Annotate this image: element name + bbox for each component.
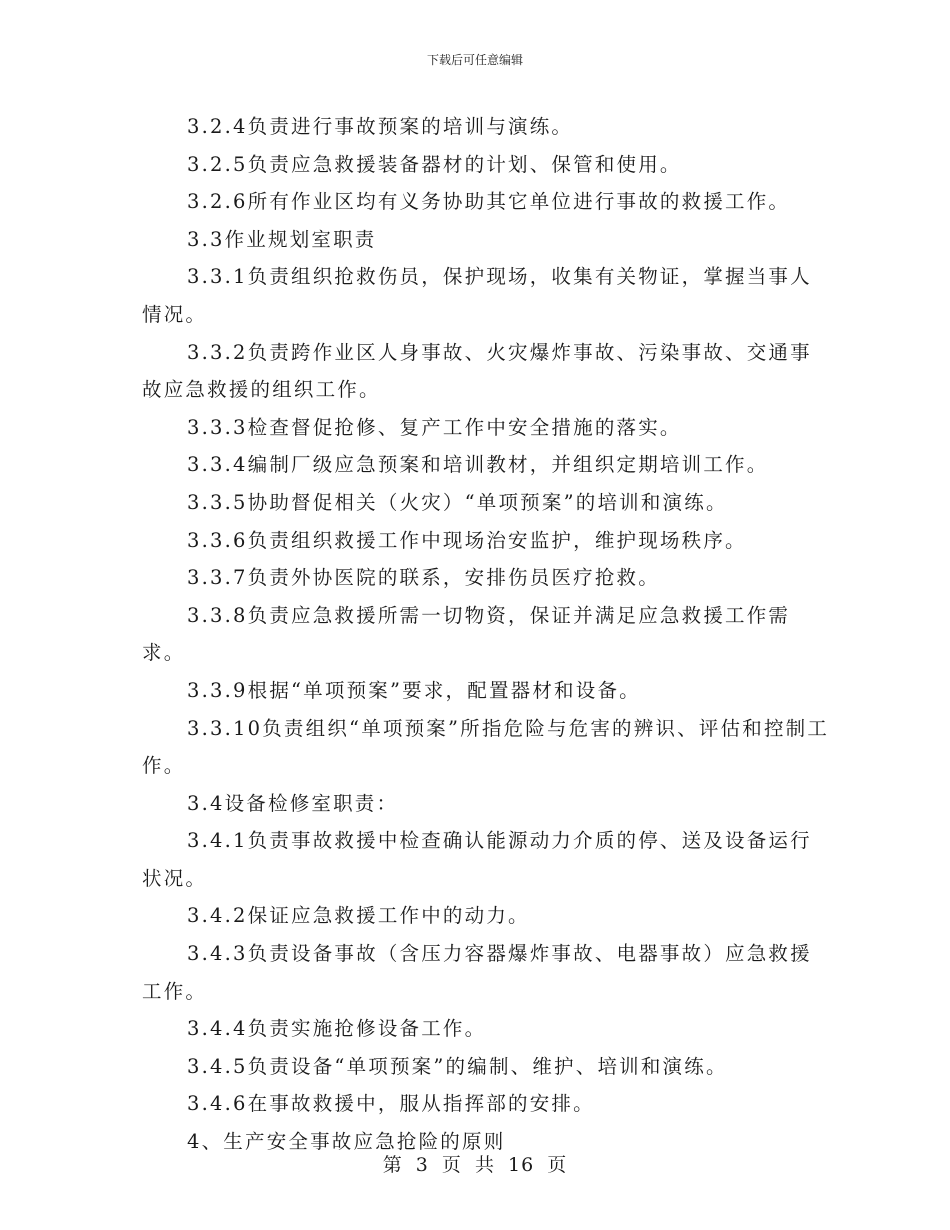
paragraph-3-3-4: 3.3.4编制厂级应急预案和培训教材，并组织定期培训工作。 [187,453,769,477]
paragraph-3-4-1: 3.4.1负责事故救援中检查确认能源动力介质的停、送及设备运行状况。 [142,829,812,890]
paragraph-3-4-4: 3.4.4负责实施抢修设备工作。 [187,1017,487,1041]
paragraph-3-3-2: 3.3.2负责跨作业区人身事故、火灾爆炸事故、污染事故、交通事故应急救援的组织工作。 [142,340,812,402]
section-heading-3-4: 3.4设备检修室职责： [187,791,399,815]
paragraph-3-4-5: 3.4.5负责设备“单项预案”的编制、维护、培训和演练。 [187,1054,728,1078]
paragraph-3-3-1: 3.3.1负责组织抢救伤员，保护现场，收集有关物证，掌握当事人情况。 [142,265,812,326]
paragraph-3-3-8: 3.3.8负责应急救援所需一切物资，保证并满足应急救援工作需求。 [142,603,791,665]
page-header-note: 下载后可任意编辑 [426,53,523,67]
paragraph-3-3-5: 3.3.5协助督促相关（火灾）“单项预案”的培训和演练。 [187,490,728,514]
section-heading-4: 4、生产安全事故应急抢险的原则 [187,1130,506,1154]
paragraph-3-4-2: 3.4.2保证应急救援工作中的动力。 [187,904,530,928]
paragraph-3-3-3: 3.3.3检查督促抢修、复产工作中安全措施的落实。 [187,415,682,439]
paragraph-3-3-9: 3.3.9根据“单项预案”要求，配置器材和设备。 [187,678,641,702]
section-heading-3-3: 3.3作业规划室职责 [187,227,377,251]
document-body [142,108,832,1161]
paragraph-3-4-6: 3.4.6在事故救援中，服从指挥部的安排。 [187,1092,595,1116]
paragraph-3-3-6: 3.3.6负责组织救援工作中现场治安监护，维护现场秩序。 [187,528,747,552]
paragraph-3-4-3: 3.4.3负责设备事故（含压力容器爆炸事故、电器事故）应急救援工作。 [142,942,812,1003]
paragraph-3-2-6: 3.2.6所有作业区均有义务协助其它单位进行事故的救援工作。 [187,190,791,214]
page-number-footer: 第 3 页 共 16 页 [382,1154,568,1176]
paragraph-3-3-10: 3.3.10负责组织“单项预案”所指危险与危害的辨识、评估和控制工作。 [142,716,830,778]
paragraph-3-2-4: 3.2.4负责进行事故预案的培训与演练。 [187,115,574,138]
paragraph-3-2-5: 3.2.5负责应急救援装备器材的计划、保管和使用。 [187,152,682,176]
paragraph-3-3-7: 3.3.7负责外协医院的联系，安排伤员医疗抢救。 [187,566,660,590]
